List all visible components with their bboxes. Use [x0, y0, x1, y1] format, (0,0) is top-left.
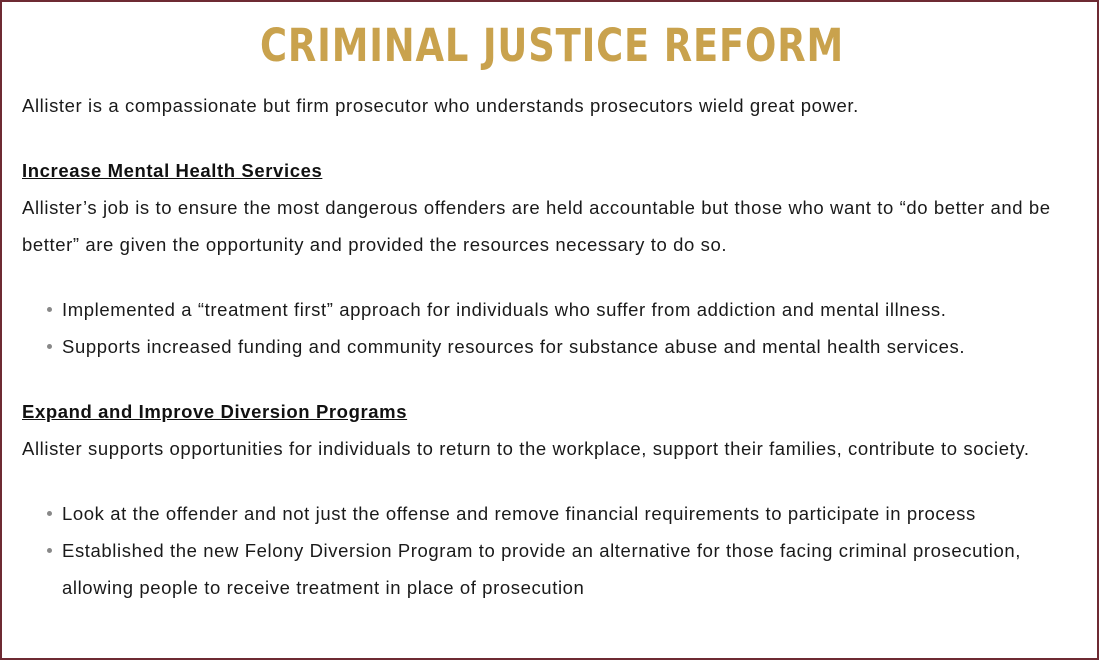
section-diversion	[22, 393, 1082, 606]
list-item-text: Established the new Felony Diversion Program to provide an alternative for those facing criminal prosecution, allowing people to receive treatment in place of prosecution	[62, 540, 1021, 598]
section-heading: Expand and Improve Diversion Programs	[22, 401, 408, 422]
bullet-list	[22, 495, 1082, 606]
list-item-text: Implemented a “treatment first” approach for individuals who suffer from addiction and mental illness.	[62, 299, 947, 320]
bullet-dot-icon	[47, 548, 52, 553]
list-item	[62, 532, 1082, 606]
list-item	[62, 328, 1082, 365]
section-mental-health	[22, 152, 1082, 365]
page-content	[22, 18, 1082, 606]
bullet-dot-icon	[47, 511, 52, 516]
list-item-text: Look at the offender and not just the offense and remove financial requirements to participate in process	[62, 503, 976, 524]
bullet-list	[22, 291, 1082, 365]
section-body: Allister supports opportunities for individuals to return to the workplace, support their families, contribute to society.	[22, 438, 1030, 459]
bullet-dot-icon	[47, 307, 52, 312]
bullet-dot-icon	[47, 344, 52, 349]
page-title: CRIMINAL JUSTICE REFORM	[260, 19, 844, 72]
intro-text: Allister is a compassionate but firm prosecutor who understands prosecutors wield great power.	[22, 95, 859, 116]
section-heading: Increase Mental Health Services	[22, 160, 323, 181]
list-item-text: Supports increased funding and community resources for substance abuse and mental health services.	[62, 336, 966, 357]
section-body: Allister’s job is to ensure the most dangerous offenders are held accountable but those who want to “do better and be better” are given the opportunity and provided the resources necessary to do so.	[22, 197, 1051, 255]
list-item	[62, 495, 1082, 532]
list-item	[62, 291, 1082, 328]
